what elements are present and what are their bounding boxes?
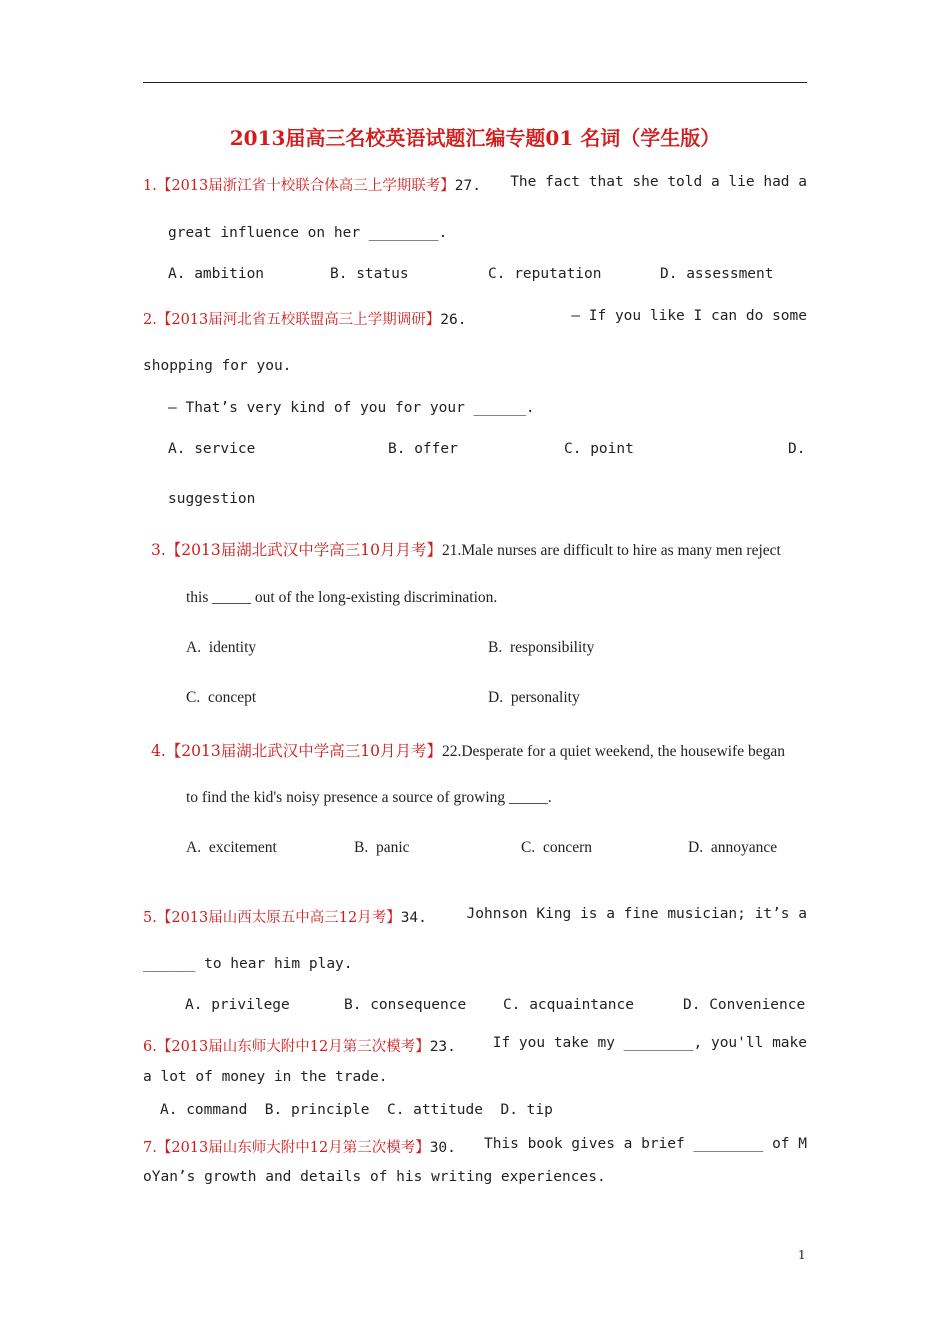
option-a: A. excitement (186, 839, 277, 856)
question-5-line2: ______ to hear him play. (143, 956, 353, 972)
option-b: B. panic (354, 839, 410, 856)
question-text: This book gives a brief ________ of M (483, 1136, 807, 1152)
option-c: C. point (564, 441, 634, 457)
question-number: 5. (143, 910, 157, 926)
option-a: A. ambition (168, 266, 265, 282)
question-2-line2: shopping for you. (143, 358, 292, 374)
question-1-line1 (143, 174, 807, 195)
option-a: A. identity (186, 639, 257, 656)
question-3-line1 (151, 538, 781, 560)
question-source: 【2013届湖北武汉中学高三10月月考】 (165, 541, 442, 559)
question-subnumber: 26. (440, 312, 467, 328)
question-source: 【2013届浙江省十校联合体高三上学期联考】 (156, 178, 455, 194)
question-subnumber: 27. (454, 178, 481, 194)
option-a: A. service (168, 441, 256, 457)
question-text: Male nurses are difficult to hire as many men reject (461, 542, 781, 559)
question-number: 6. (143, 1039, 157, 1055)
page-title: 2013届高三名校英语试题汇编专题01 名词（学生版） (229, 126, 721, 150)
question-text: The fact that she told a lie had a (510, 174, 807, 190)
question-number: 2. (143, 312, 157, 328)
header-rule (143, 82, 807, 83)
option-b: B. status (330, 266, 409, 282)
question-source: 【2013届山西太原五中高三12月考】 (156, 910, 401, 926)
option-d: D. (788, 441, 806, 457)
question-4-line1 (151, 739, 785, 761)
question-text: Desperate for a quiet weekend, the housewife began (461, 743, 785, 760)
option-c: C. acquaintance (503, 997, 634, 1013)
question-subnumber: 34. (400, 910, 427, 926)
option-d: D. Convenience (683, 997, 806, 1013)
option-b: B. consequence (344, 997, 467, 1013)
question-source: 【2013届湖北武汉中学高三10月月考】 (165, 742, 442, 760)
question-6-line1 (143, 1035, 807, 1056)
question-6-line2: a lot of money in the trade. (143, 1069, 388, 1085)
option-d-text: suggestion (168, 491, 256, 507)
option-c: C. reputation (488, 266, 602, 282)
question-number: 4. (151, 742, 166, 760)
question-number: 3. (151, 541, 166, 559)
question-source: 【2013届山东师大附中12月第三次模考】 (156, 1039, 430, 1055)
question-1-line2: great influence on her ________. (168, 225, 448, 241)
options-line: A. command B. principle C. attitude D. tip (160, 1102, 553, 1118)
question-subnumber: 22. (441, 743, 462, 760)
option-b: B. offer (388, 441, 458, 457)
question-2-line3: — That’s very kind of you for your ______. (168, 400, 535, 416)
question-7-line1 (143, 1136, 807, 1157)
option-b: B. responsibility (488, 639, 595, 656)
question-subnumber: 23. (429, 1039, 456, 1055)
option-d: D. personality (488, 689, 580, 706)
question-7-line2: oYan’s growth and details of his writing experiences. (143, 1169, 606, 1185)
option-d: D. assessment (660, 266, 774, 282)
question-number: 7. (143, 1140, 157, 1156)
question-subnumber: 21. (441, 542, 462, 559)
question-4-line2: to find the kid's noisy presence a source of growing _____. (186, 789, 552, 806)
question-number: 1. (143, 178, 157, 194)
option-d: D. annoyance (688, 839, 778, 856)
question-subnumber: 30. (429, 1140, 456, 1156)
page-number: 1 (798, 1248, 806, 1262)
option-a: A. privilege (185, 997, 290, 1013)
question-source: 【2013届河北省五校联盟高三上学期调研】 (156, 312, 441, 328)
question-source: 【2013届山东师大附中12月第三次模考】 (156, 1140, 430, 1156)
question-text: — If you like I can do some (571, 308, 807, 324)
option-c: C. concept (186, 689, 257, 706)
question-2-line1 (143, 308, 807, 329)
question-5-line1 (143, 906, 807, 927)
option-c: C. concern (521, 839, 593, 856)
question-text: Johnson King is a fine musician; it’s a (466, 906, 807, 922)
question-text: If you take my ________, you'll make (492, 1035, 807, 1051)
question-3-line2: this _____ out of the long-existing discrimination. (186, 589, 498, 606)
